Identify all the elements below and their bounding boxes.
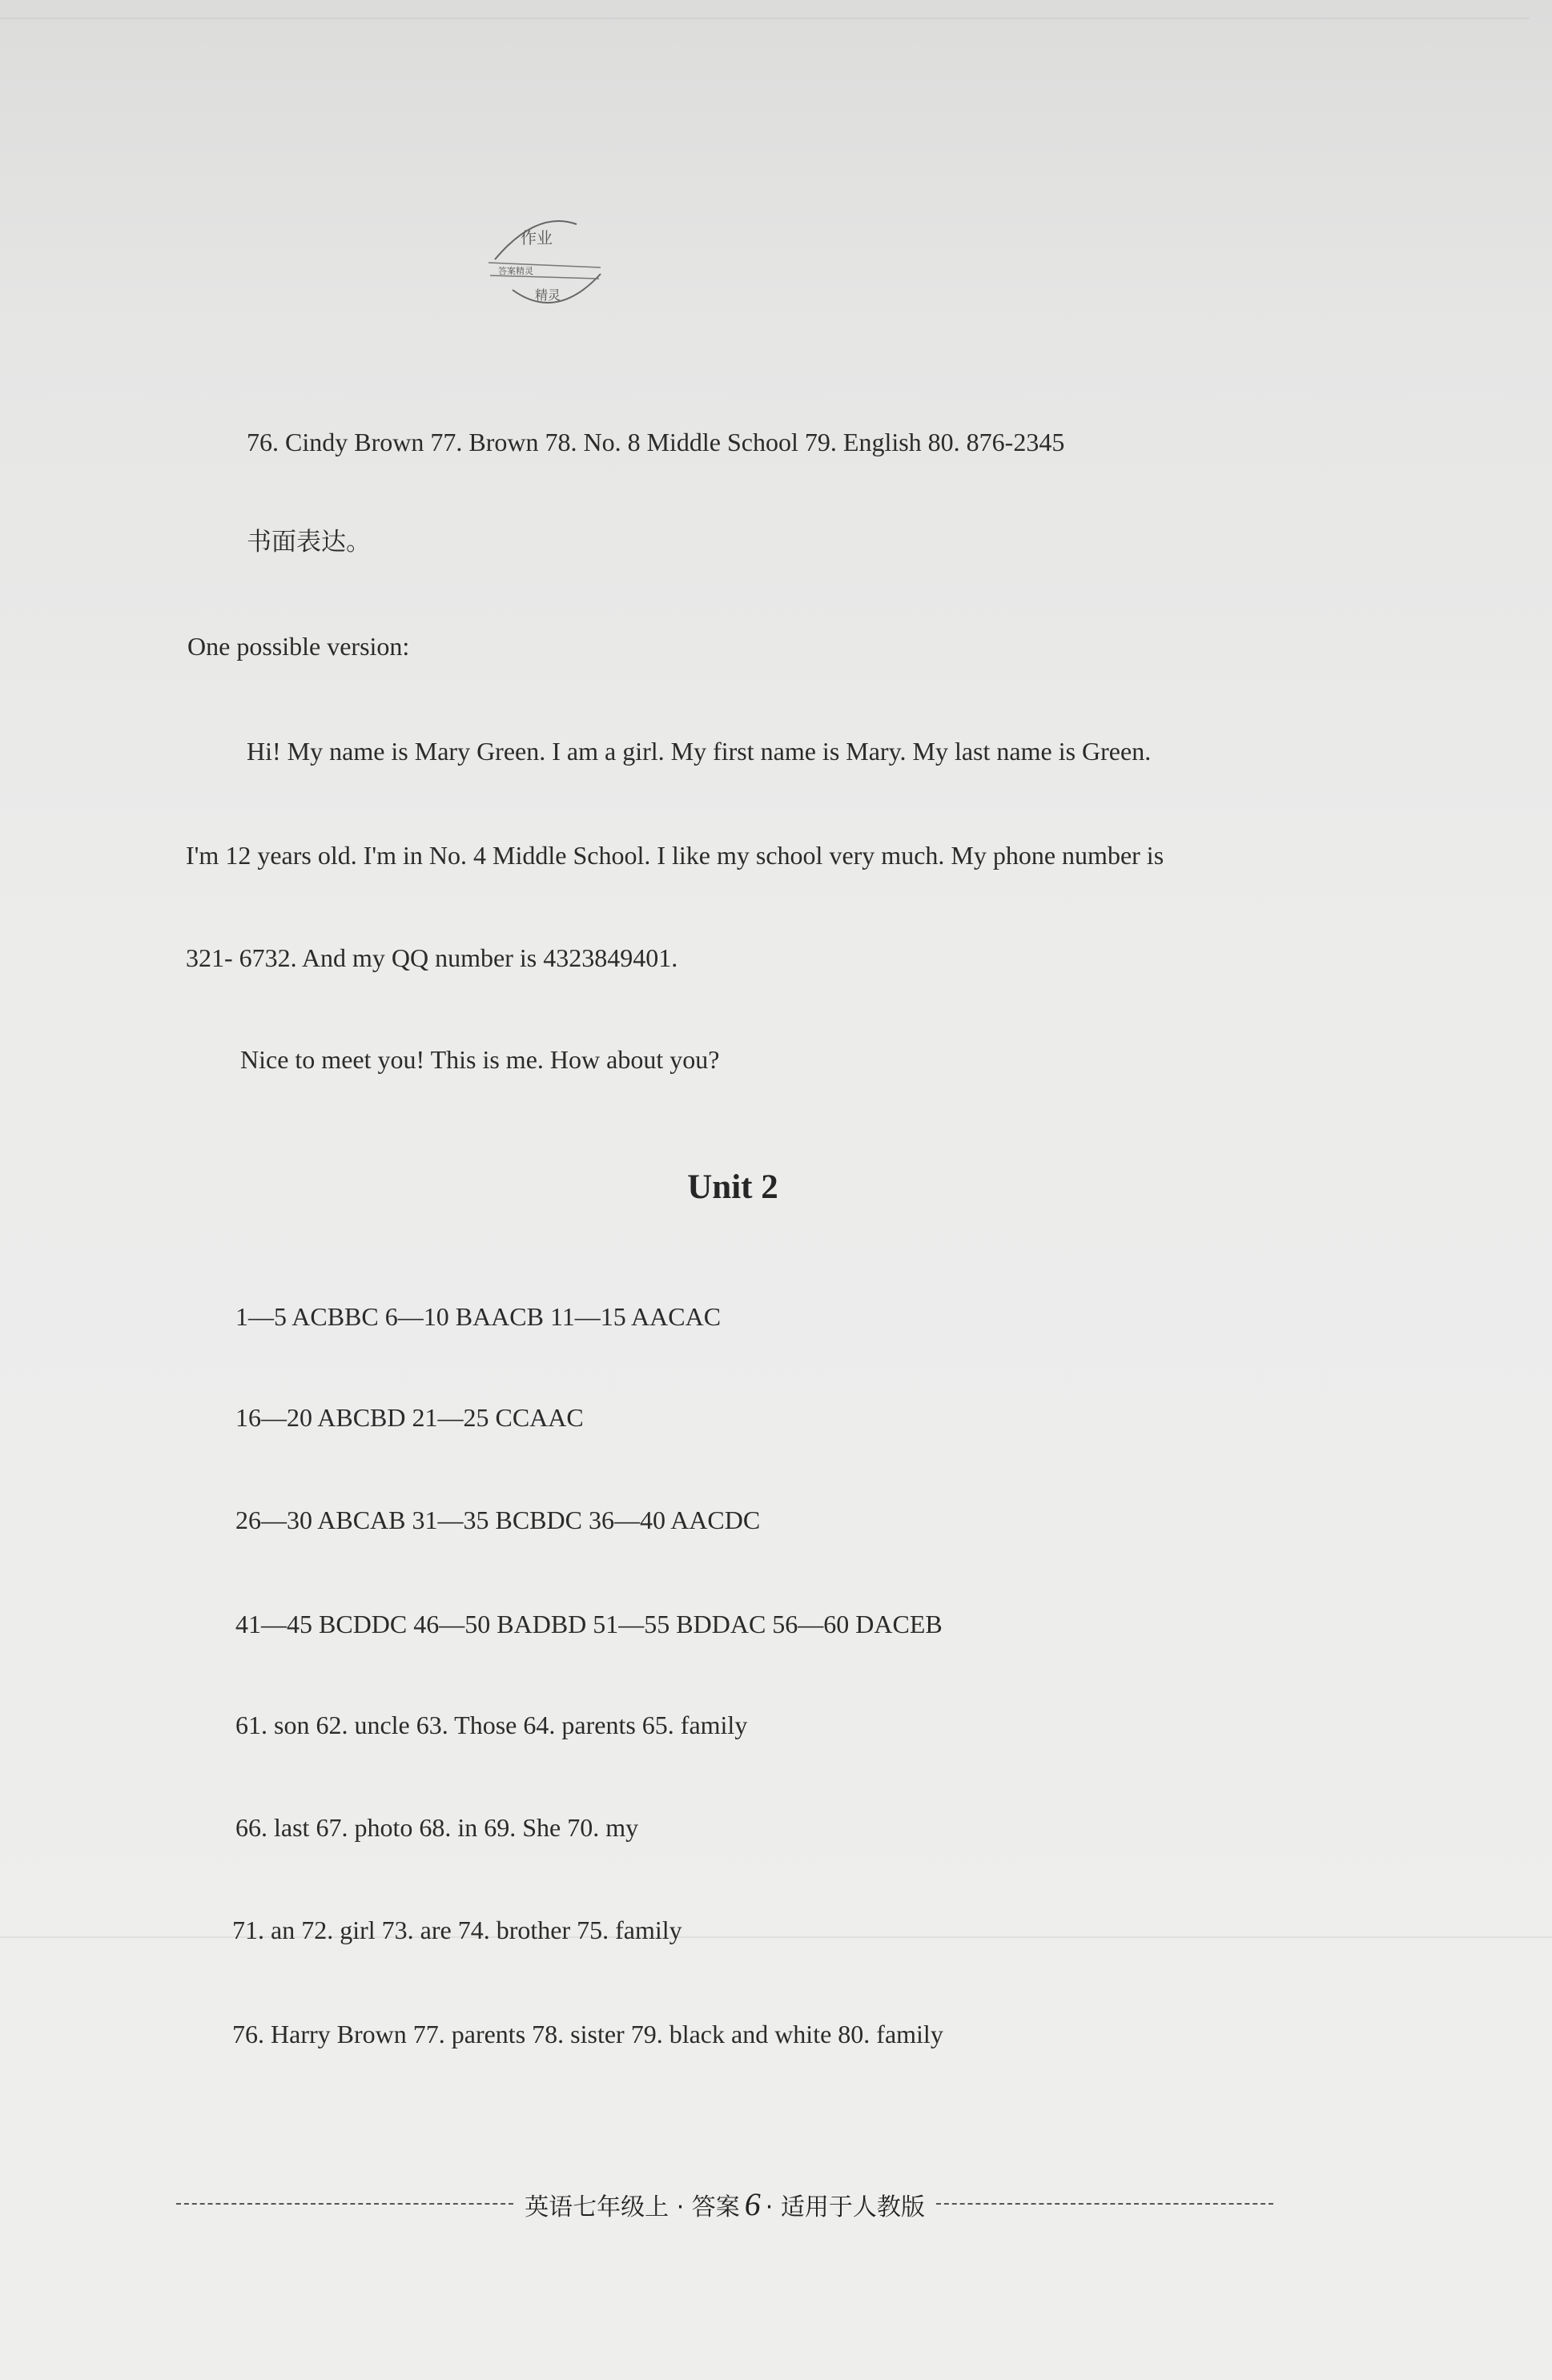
unit-title: Unit 2: [687, 1168, 778, 1206]
footer-label: [525, 2185, 925, 2223]
unit2-answer-line-1: 1—5 ACBBC 6—10 BAACB 11—15 AACAC: [235, 1302, 722, 1331]
page-number: 6: [744, 2185, 761, 2222]
answers-76-80-unit1: 76. Cindy Brown 77. Brown 78. No. 8 Middle School 79. English 80. 876-2345: [247, 428, 1065, 456]
stamp-text-bottom: 精灵: [535, 287, 561, 303]
watermark-stamp: [480, 210, 609, 322]
writing-section-header: 书面表达。: [247, 528, 371, 557]
footer-right-text: · 适用于人教版: [765, 2193, 925, 2221]
unit2-answer-line-4: 41—45 BCDDC 46—50 BADBD 51—55 BDDAC 56—60 DACEB: [235, 1610, 943, 1638]
page-footer: [176, 2186, 1273, 2221]
unit2-answer-line-5: 61. son 62. uncle 63. Those 64. parents 65. family: [235, 1711, 748, 1739]
stamp-text-top: 作业: [521, 228, 553, 247]
footer-dash-left: [176, 2203, 513, 2205]
footer-left-text: 英语七年级上 · 答案: [525, 2193, 740, 2221]
scan-edge-line: [0, 18, 1530, 19]
unit2-answer-line-7: 71. an 72. girl 73. are 74. brother 75. family: [232, 1916, 682, 1944]
unit2-answer-line-2: 16—20 ABCBD 21—25 CCAAC: [235, 1403, 584, 1432]
essay-line-2: I'm 12 years old. I'm in No. 4 Middle School. I like my school very much. My phone number is: [186, 841, 1164, 870]
essay-line-1: Hi! My name is Mary Green. I am a girl. My first name is Mary. My last name is Green.: [247, 737, 1152, 766]
unit2-answer-line-6: 66. last 67. photo 68. in 69. She 70. my: [235, 1813, 639, 1842]
essay-line-4: Nice to meet you! This is me. How about you?: [240, 1045, 720, 1074]
version-label: One possible version:: [187, 632, 410, 661]
stamp-text-middle: 答案精灵: [498, 266, 533, 276]
footer-dash-right: [936, 2203, 1273, 2205]
unit2-answer-line-8: 76. Harry Brown 77. parents 78. sister 79. black and white 80. family: [232, 2020, 943, 2048]
unit2-answer-line-3: 26—30 ABCAB 31—35 BCBDC 36—40 AACDC: [235, 1506, 761, 1534]
essay-line-3: 321- 6732. And my QQ number is 4323849401.: [186, 943, 678, 972]
